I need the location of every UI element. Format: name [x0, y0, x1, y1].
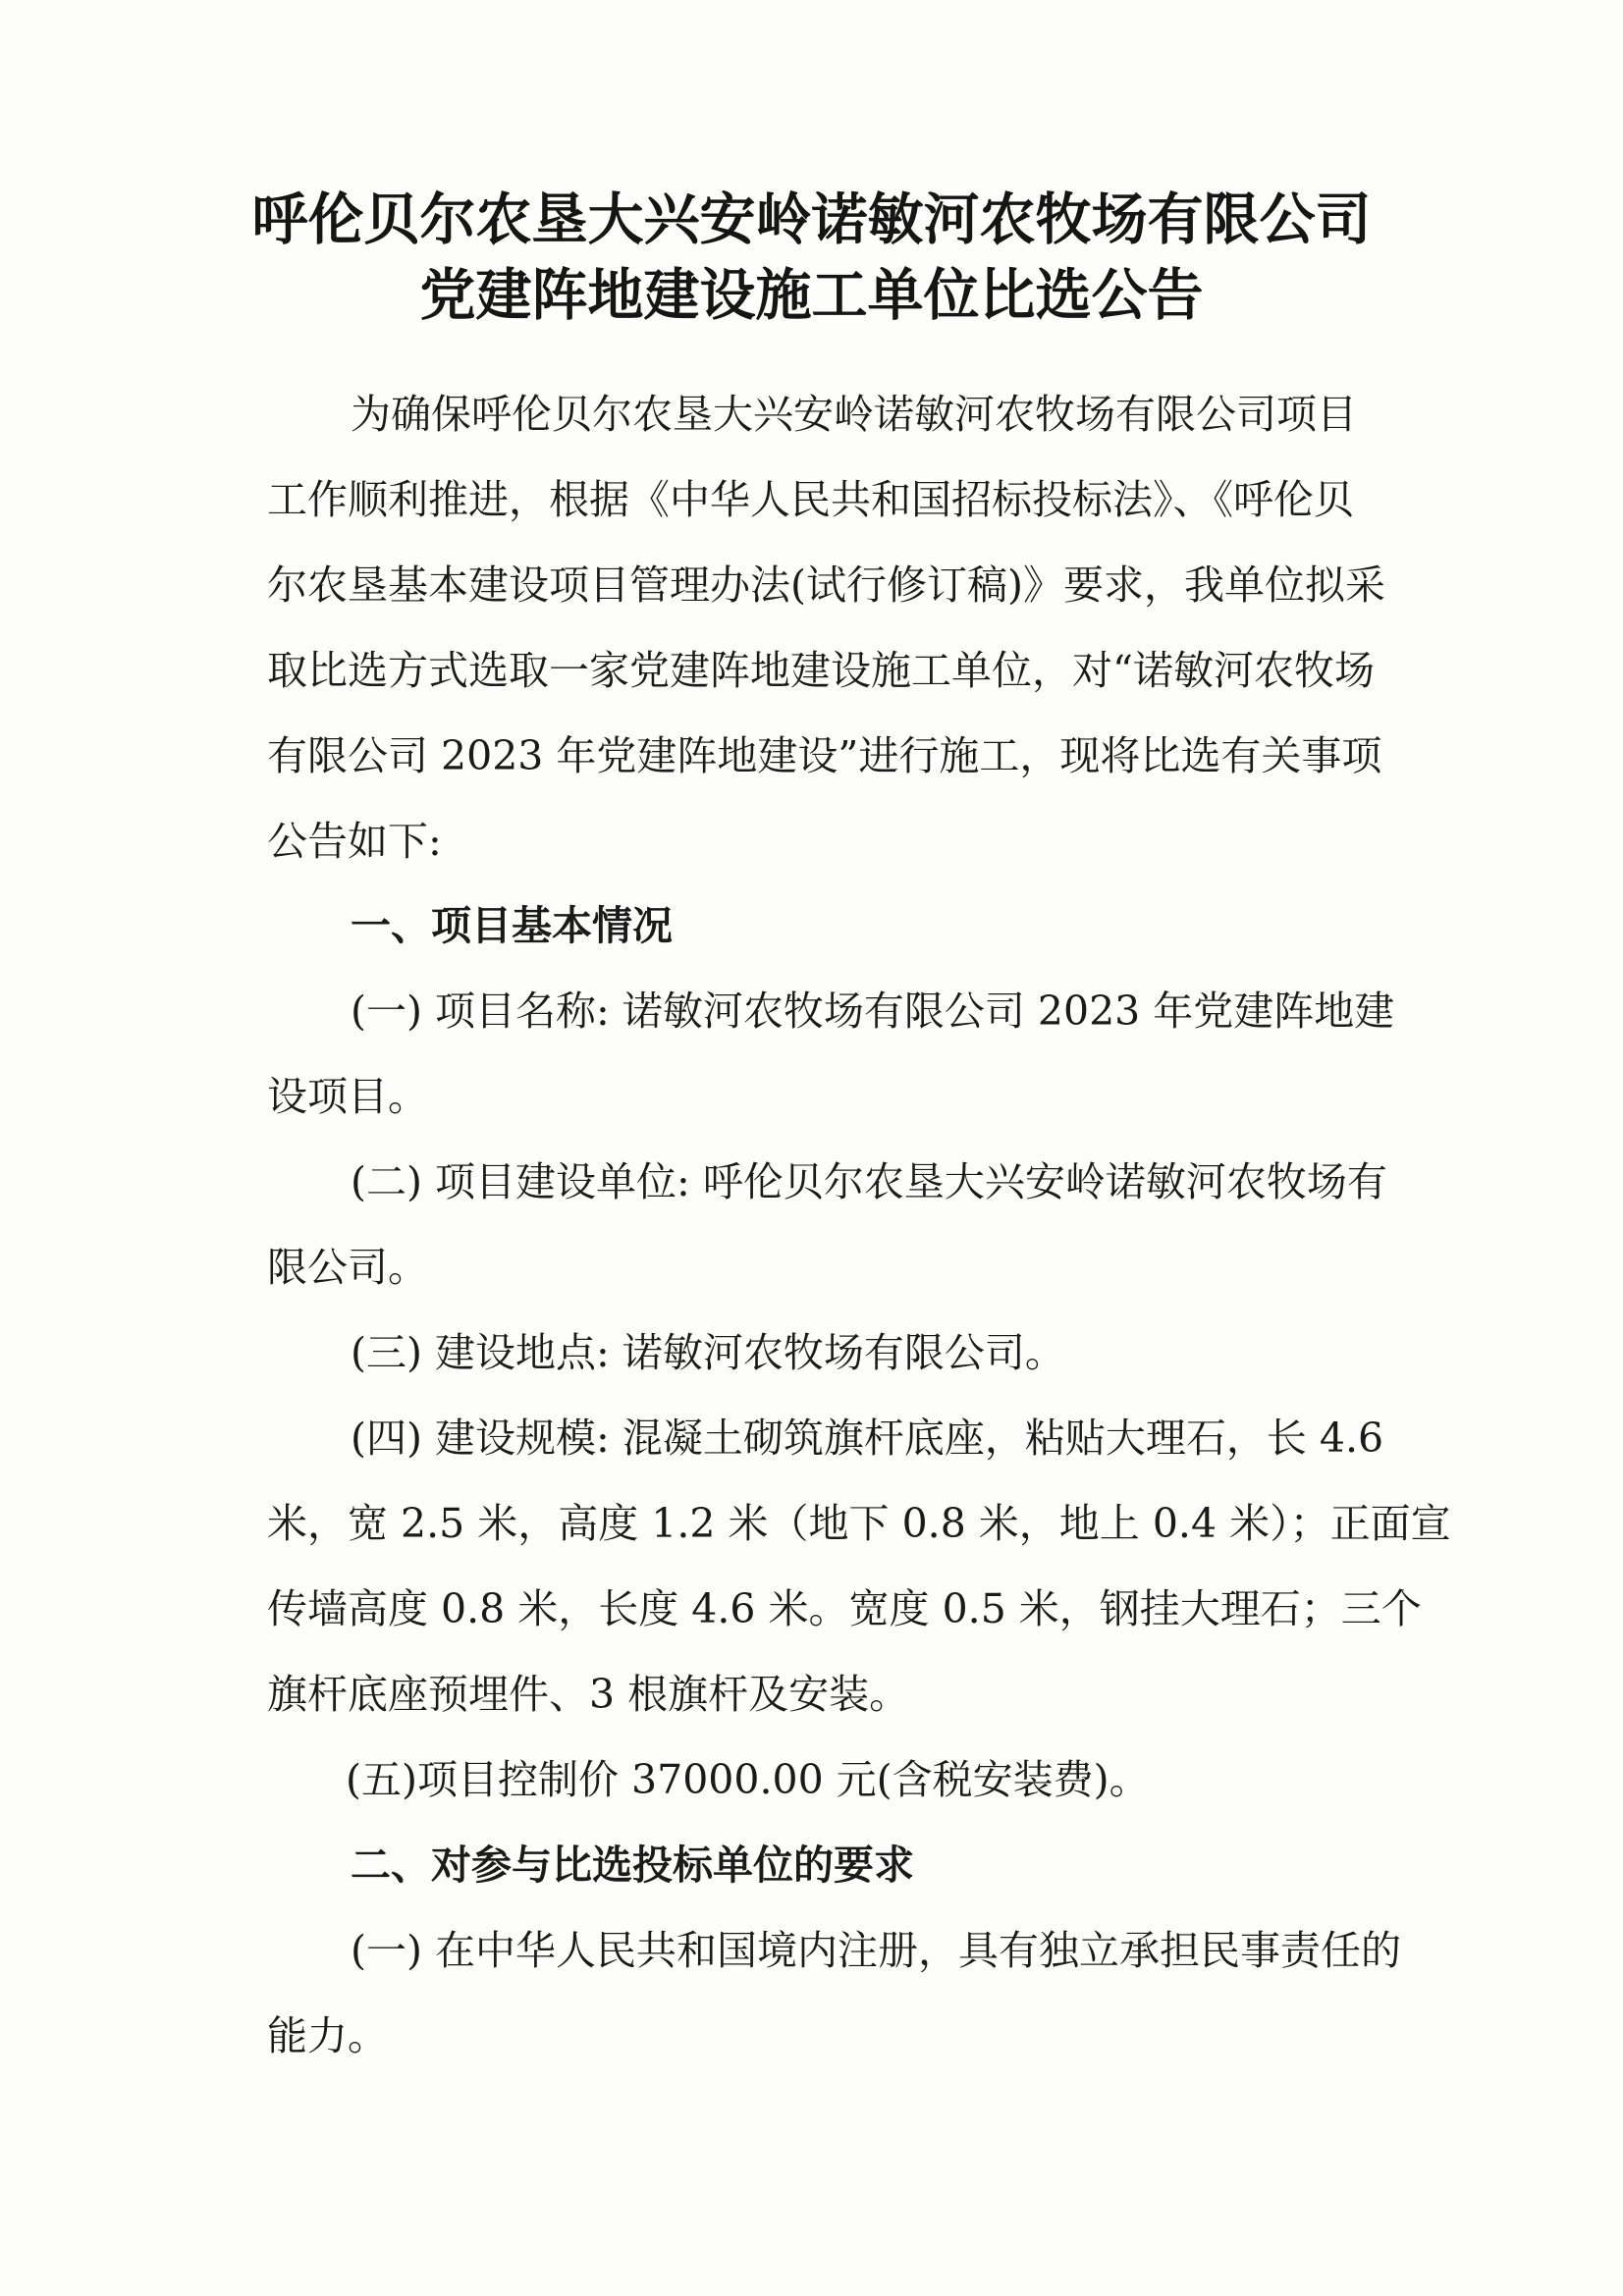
document-title-line-2: 党建阵地建设施工单位比选公告: [419, 262, 1204, 328]
paragraph-line: 尔农垦基本建设项目管理办法(试行修订稿)》要求，我单位拟采: [267, 561, 1385, 609]
paragraph-line: (二) 项目建设单位: 呼伦贝尔农垦大兴安岭诺敏河农牧场有: [351, 1158, 1387, 1205]
paragraph-line: (五)项目控制价 37000.00 元(含税安装费)。: [346, 1756, 1150, 1803]
paragraph-line: 有限公司 2023 年党建阵地建设”进行施工，现将比选有关事项: [267, 732, 1382, 779]
paragraph-line: (四) 建设规模: 混凝土砌筑旗杆底座，粘贴大理石，长 4.6: [351, 1415, 1384, 1462]
paragraph-line: 限公司。: [267, 1244, 428, 1291]
paragraph-line: 设项目。: [267, 1073, 428, 1120]
paragraph-line: 旗杆底座预埋件、3 根旗杆及安装。: [267, 1671, 910, 1718]
section-heading-2: 二、对参与比选投标单位的要求: [351, 1842, 914, 1889]
paragraph-line: 为确保呼伦贝尔农垦大兴安岭诺敏河农牧场有限公司项目: [351, 391, 1357, 438]
document-title-line-1: 呼伦贝尔农垦大兴安岭诺敏河农牧场有限公司: [251, 187, 1372, 252]
section-heading-1: 一、项目基本情况: [351, 902, 673, 949]
paragraph-line: (一) 项目名称: 诺敏河农牧场有限公司 2023 年党建阵地建: [351, 988, 1395, 1035]
paragraph-line: 取比选方式选取一家党建阵地建设施工单位，对“诺敏河农牧场: [267, 647, 1375, 694]
paragraph-line: (三) 建设地点: 诺敏河农牧场有限公司。: [351, 1329, 1065, 1376]
paragraph-line: 公告如下:: [267, 818, 442, 865]
paragraph-line: (一) 在中华人民共和国境内注册，具有独立承担民事责任的: [351, 1927, 1402, 1974]
paragraph-line: 米，宽 2.5 米，高度 1.2 米（地下 0.8 米，地上 0.4 米）；正面宣: [267, 1500, 1451, 1547]
paragraph-line: 能力。: [267, 2012, 388, 2059]
paragraph-line: 工作顺利推进，根据《中华人民共和国招标投标法》、《呼伦贝: [267, 476, 1354, 523]
paragraph-line: 传墙高度 0.8 米，长度 4.6 米。宽度 0.5 米，钢挂大理石；三个: [267, 1585, 1422, 1632]
